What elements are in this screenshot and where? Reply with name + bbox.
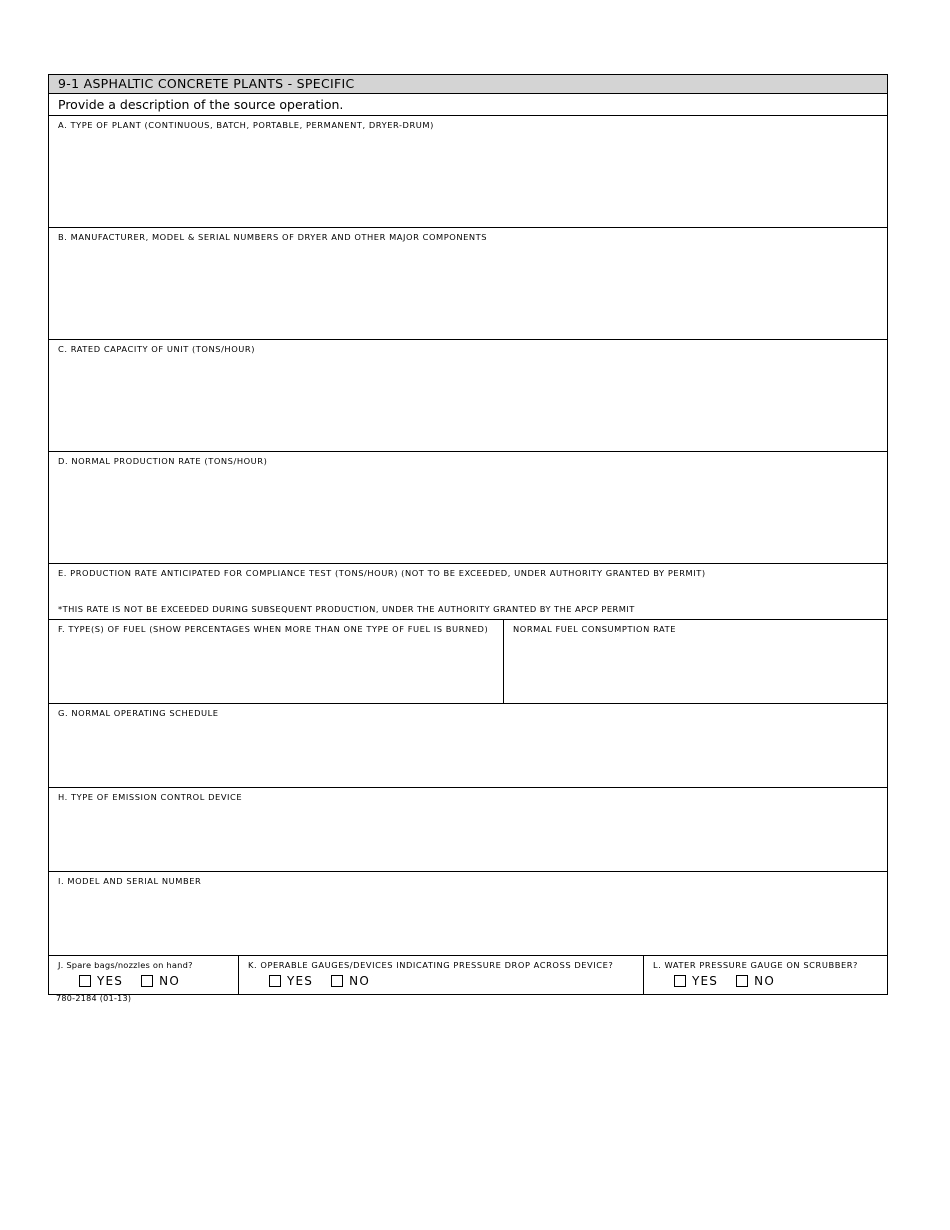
asphaltic-concrete-plants-form: [48, 74, 888, 995]
field-c-rated-capacity[interactable]: [49, 340, 887, 452]
k-no-checkbox[interactable]: [331, 975, 343, 987]
j-no-label: NO: [159, 974, 180, 988]
l-no-label: NO: [754, 974, 775, 988]
field-b-manufacturer-model-serial[interactable]: [49, 228, 887, 340]
field-a-plant-type[interactable]: [49, 116, 887, 228]
fuel-consumption-rate-label: NORMAL FUEL CONSUMPTION RATE: [513, 624, 677, 634]
field-i-model-serial-number[interactable]: [49, 872, 887, 956]
k-no-label: NO: [349, 974, 370, 988]
field-e-compliance-test-rate[interactable]: [49, 564, 887, 620]
field-e-label: E. PRODUCTION RATE ANTICIPATED FOR COMPLIANCE TEST (TONS/HOUR) (NOT TO BE EXCEEDED, UNDER AUTHORITY GRANTED BY PERMIT): [58, 568, 706, 578]
k-yes-label: YES: [287, 974, 314, 988]
field-g-label: G. NORMAL OPERATING SCHEDULE: [58, 708, 219, 718]
j-no-checkbox[interactable]: [141, 975, 153, 987]
field-c-label: C. RATED CAPACITY OF UNIT (TONS/HOUR): [58, 344, 256, 354]
field-g-operating-schedule[interactable]: [49, 704, 887, 788]
field-f-label: F. TYPE(S) OF FUEL (SHOW PERCENTAGES WHEN MORE THAN ONE TYPE OF FUEL IS BURNED): [58, 624, 489, 634]
field-e-note: *THIS RATE IS NOT BE EXCEEDED DURING SUBSEQUENT PRODUCTION, UNDER THE AUTHORITY GRANTED BY THE APCP PERMIT: [58, 604, 635, 614]
l-yes-label: YES: [692, 974, 719, 988]
j-yes-label: YES: [97, 974, 124, 988]
field-l-label: L. WATER PRESSURE GAUGE ON SCRUBBER?: [653, 960, 859, 970]
field-h-label: H. TYPE OF EMISSION CONTROL DEVICE: [58, 792, 243, 802]
field-i-label: I. MODEL AND SERIAL NUMBER: [58, 876, 202, 886]
form-number: 780-2184 (01-13): [56, 994, 132, 1003]
field-d-normal-production-rate[interactable]: [49, 452, 887, 564]
field-a-label: A. TYPE OF PLANT (CONTINUOUS, BATCH, PORTABLE, PERMANENT, DRYER-DRUM): [58, 120, 434, 130]
field-l-water-pressure-gauge: [643, 956, 887, 994]
field-j-label: J. Spare bags/nozzles on hand?: [58, 960, 193, 970]
field-k-pressure-drop-gauges: [238, 956, 643, 994]
k-yes-checkbox[interactable]: [269, 975, 281, 987]
field-d-label: D. NORMAL PRODUCTION RATE (TONS/HOUR): [58, 456, 268, 466]
section-instructions: Provide a description of the source operation.: [49, 94, 887, 116]
section-title: 9-1 ASPHALTIC CONCRETE PLANTS - SPECIFIC: [49, 75, 887, 94]
field-k-label: K. OPERABLE GAUGES/DEVICES INDICATING PRESSURE DROP ACROSS DEVICE?: [248, 960, 614, 970]
l-yes-checkbox[interactable]: [674, 975, 686, 987]
field-j-spare-bags: [49, 956, 238, 994]
l-no-checkbox[interactable]: [736, 975, 748, 987]
field-f-fuel-types[interactable]: [49, 620, 503, 703]
field-b-label: B. MANUFACTURER, MODEL & SERIAL NUMBERS OF DRYER AND OTHER MAJOR COMPONENTS: [58, 232, 488, 242]
field-h-emission-control-device[interactable]: [49, 788, 887, 872]
field-f-fuel-consumption-rate[interactable]: [503, 620, 887, 703]
j-yes-checkbox[interactable]: [79, 975, 91, 987]
